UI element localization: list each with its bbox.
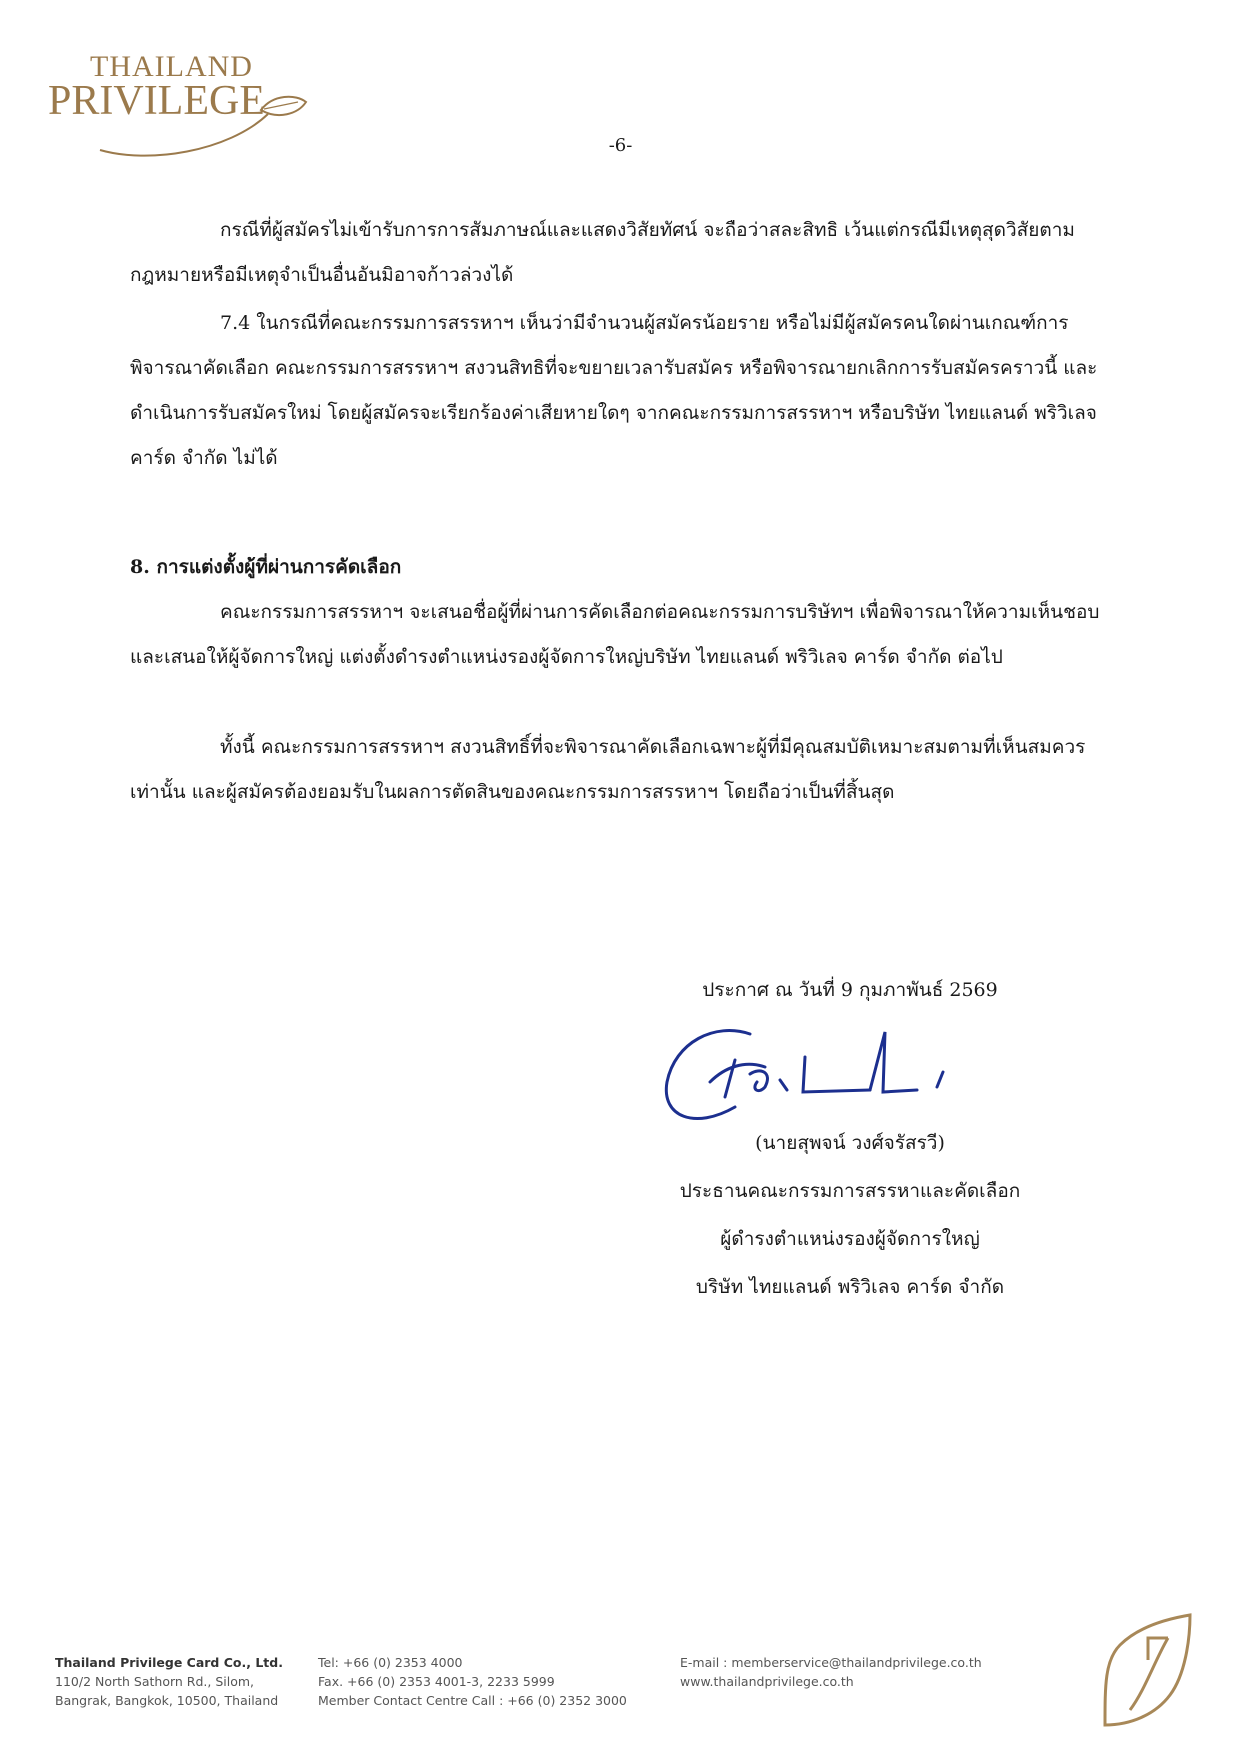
footer-address-line-2: Bangrak, Bangkok, 10500, Thailand <box>55 1693 279 1708</box>
footer-online <box>680 1653 982 1691</box>
footer-address-line-1: 110/2 North Sathorn Rd., Silom, <box>55 1674 255 1689</box>
footer-leaf-logo-icon <box>1090 1600 1200 1730</box>
signer-title-2: ผู้ดำรงตำแหน่งรองผู้จัดการใหญ่ <box>720 1228 980 1250</box>
footer-fax: Fax. +66 (0) 2353 4001-3, 2233 5999 <box>318 1674 555 1689</box>
paragraph-reservation: ทั้งนี้ คณะกรรมการสรรหาฯ สงวนสิทธิ์ที่จะพิจารณาคัดเลือกเฉพาะผู้ที่มีคุณสมบัติเหมาะสมตามที่เห็นสมควรเท่านั้น และผู้สมัครต้องยอมรับในผลการตัดสินของคณะกรรมการสรรหาฯ โดยถือว่าเป็นที่สิ้นสุด <box>130 736 1086 803</box>
handwritten-signature <box>655 1012 995 1142</box>
announce-date: ประกาศ ณ วันที่ 9 กุมภาพันธ์ 2569 <box>702 979 998 1001</box>
paragraph-nomination: คณะกรรมการสรรหาฯ จะเสนอชื่อผู้ที่ผ่านการคัดเลือกต่อคณะกรรมการบริษัทฯ เพื่อพิจารณาให้ความเห็นชอบและเสนอให้ผู้จัดการใหญ่ แต่งตั้งดำรงตำแหน่งรองผู้จัดการใหญ่บริษัท ไทยแลนด์ พริวิเลจ คาร์ด จำกัด ต่อไป <box>130 601 1100 668</box>
logo-text-privilege: PRIVILEGE <box>48 78 265 124</box>
footer-phones <box>318 1653 627 1710</box>
paragraph-7-4: 7.4 ในกรณีที่คณะกรรมการสรรหาฯ เห็นว่ามีจำนวนผู้สมัครน้อยราย หรือไม่มีผู้สมัครคนใดผ่านเกณฑ์การพิจารณาคัดเลือก คณะกรรมการสรรหาฯ สงวนสิทธิที่จะขยายเวลารับสมัคร หรือพิจารณายกเลิกการรับสมัครคราวนี้ และดำเนินการรับสมัครใหม่ โดยผู้สมัครจะเรียกร้องค่าเสียหายใดๆ จากคณะกรรมการสรรหาฯ หรือบริษัท ไทยแลนด์ พริวิเลจ คาร์ด จำกัด ไม่ได้ <box>130 312 1098 469</box>
footer-contact-centre: Member Contact Centre Call : +66 (0) 2352 3000 <box>318 1693 627 1708</box>
page-number: -6- <box>608 135 633 156</box>
signer-title-3: บริษัท ไทยแลนด์ พริวิเลจ คาร์ด จำกัด <box>695 1276 1005 1298</box>
signer-name: (นายสุพจน์ วงศ์จรัสรวี) <box>755 1132 945 1154</box>
paragraph-forfeit-rule: กรณีที่ผู้สมัครไม่เข้ารับการการสัมภาษณ์และแสดงวิสัยทัศน์ จะถือว่าสละสิทธิ เว้นแต่กรณีมีเหตุสุดวิสัยตามกฎหมายหรือมีเหตุจำเป็นอื่นอันมิอาจก้าวล่วงได้ <box>130 219 1075 286</box>
logo-text-thailand: THAILAND <box>90 50 253 83</box>
footer-email: E-mail : memberservice@thailandprivilege.co.th <box>680 1655 982 1670</box>
footer-address <box>55 1653 283 1710</box>
section-heading-8: 8. การแต่งตั้งผู้ที่ผ่านการคัดเลือก <box>130 556 402 578</box>
footer-tel: Tel: +66 (0) 2353 4000 <box>318 1655 463 1670</box>
footer-website: www.thailandprivilege.co.th <box>680 1674 854 1689</box>
footer-company: Thailand Privilege Card Co., Ltd. <box>55 1655 283 1670</box>
signer-title-1: ประธานคณะกรรมการสรรหาและคัดเลือก <box>679 1180 1021 1202</box>
